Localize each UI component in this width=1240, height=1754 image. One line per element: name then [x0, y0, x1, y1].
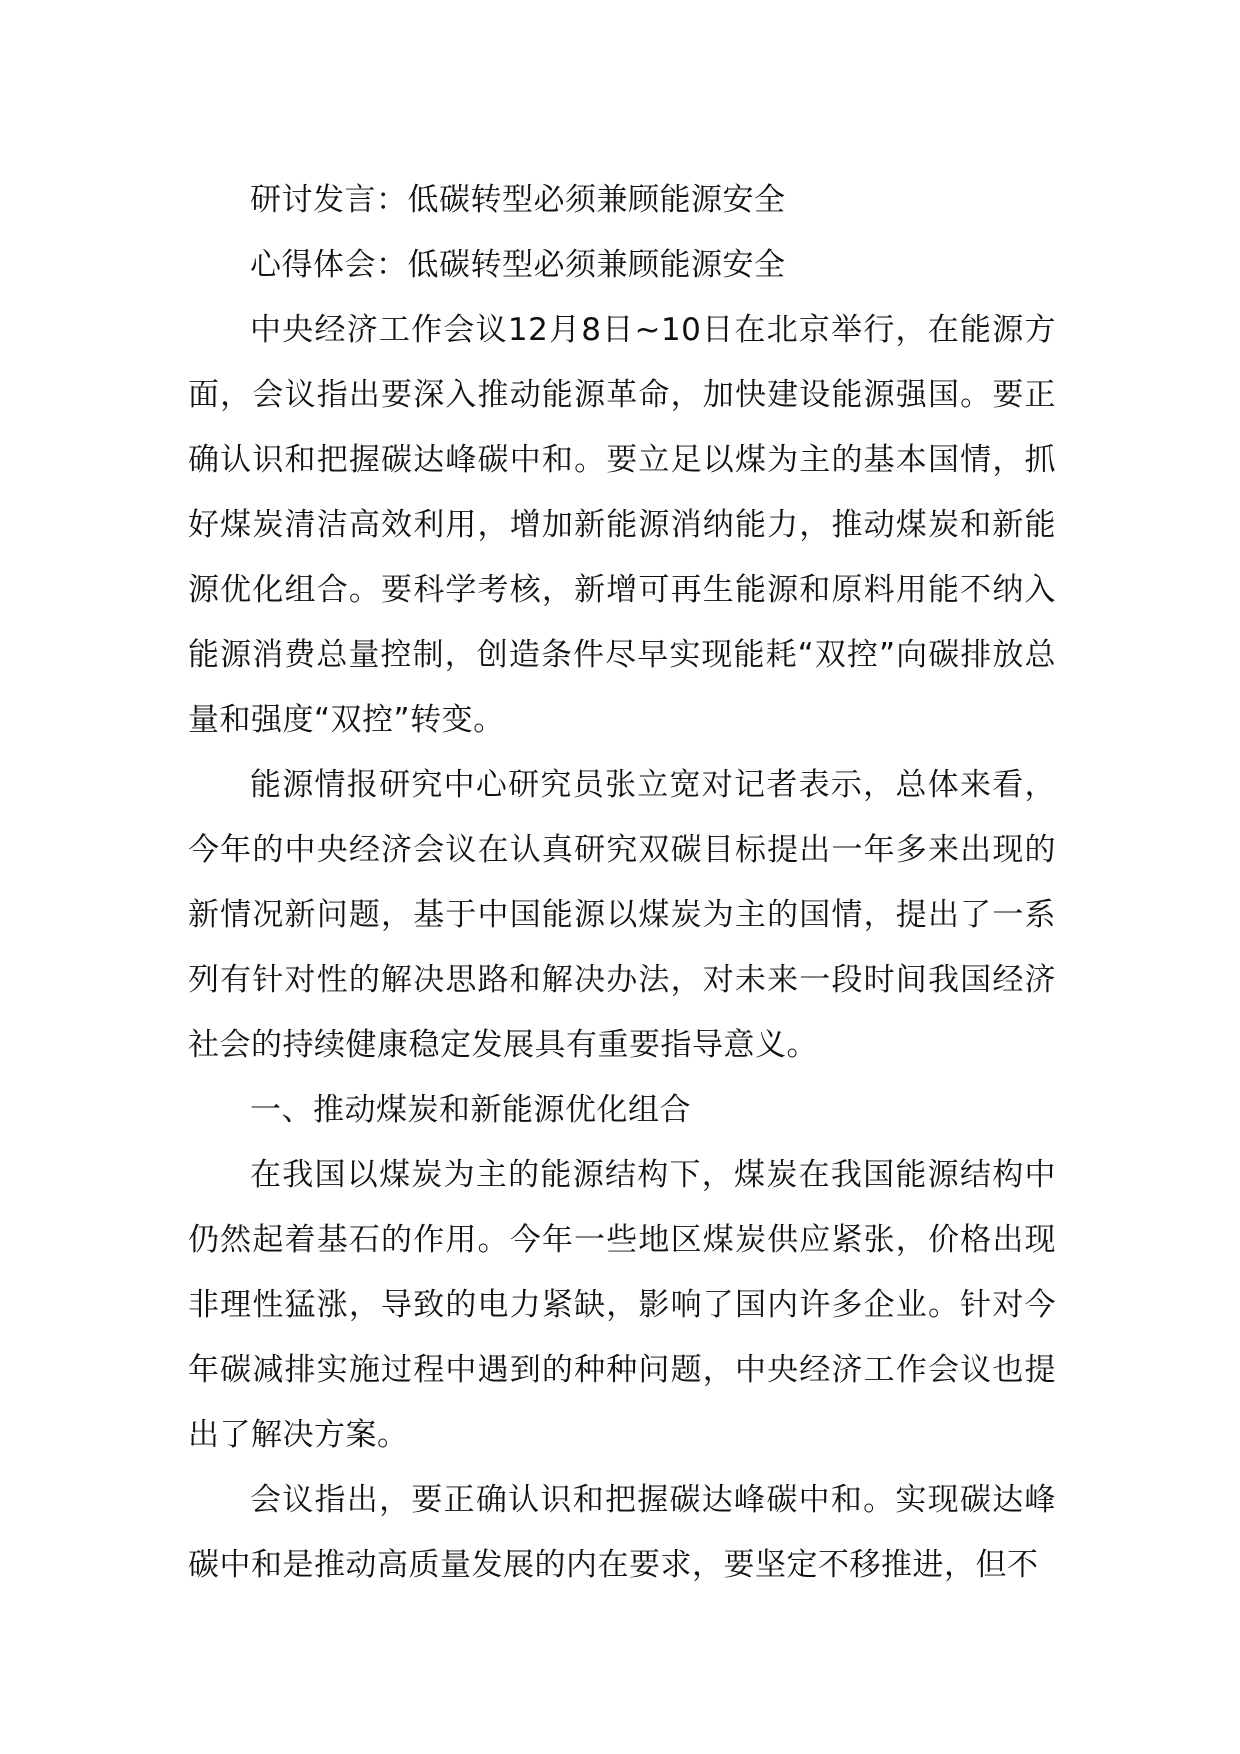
document-heading-seminar-speech: 研讨发言：低碳转型必须兼顾能源安全: [250, 182, 786, 218]
section-heading-coal-new-energy: 一、推动煤炭和新能源优化组合: [250, 1092, 691, 1128]
paragraph-expert-comment: 能源情报研究中心研究员张立宽对记者表示，总体来看，今年的中央经济会议在认真研究双碳目标提出一年多来出现的新情况新问题，基于中国能源以煤炭为主的国情，提出了一系列有针对性的解决思路和解决办法，对未来一段时间我国经济社会的持续健康稳定发展具有重要指导意义。: [188, 767, 1056, 1063]
paragraph-carbon-peak: 会议指出，要正确认识和把握碳达峰碳中和。实现碳达峰碳中和是推动高质量发展的内在要求，要坚定不移推进，但不: [188, 1482, 1056, 1583]
document-body: [188, 168, 1056, 1598]
document-heading-reflections: 心得体会：低碳转型必须兼顾能源安全: [250, 247, 786, 283]
paragraph-conference-summary: 中央经济工作会议12月8日~10日在北京举行，在能源方面，会议指出要深入推动能源革命，加快建设能源强国。要正确认识和把握碳达峰碳中和。要立足以煤为主的基本国情，抓好煤炭清洁高效利用，增加新能源消纳能力，推动煤炭和新能源优化组合。要科学考核，新增可再生能源和原料用能不纳入能源消费总量控制，创造条件尽早实现能耗“双控”向碳排放总量和强度“双控”转变。: [188, 312, 1056, 738]
paragraph-coal-role: 在我国以煤炭为主的能源结构下，煤炭在我国能源结构中仍然起着基石的作用。今年一些地区煤炭供应紧张，价格出现非理性猛涨，导致的电力紧缺，影响了国内许多企业。针对今年碳减排实施过程中遇到的种种问题，中央经济工作会议也提出了解决方案。: [188, 1157, 1056, 1453]
